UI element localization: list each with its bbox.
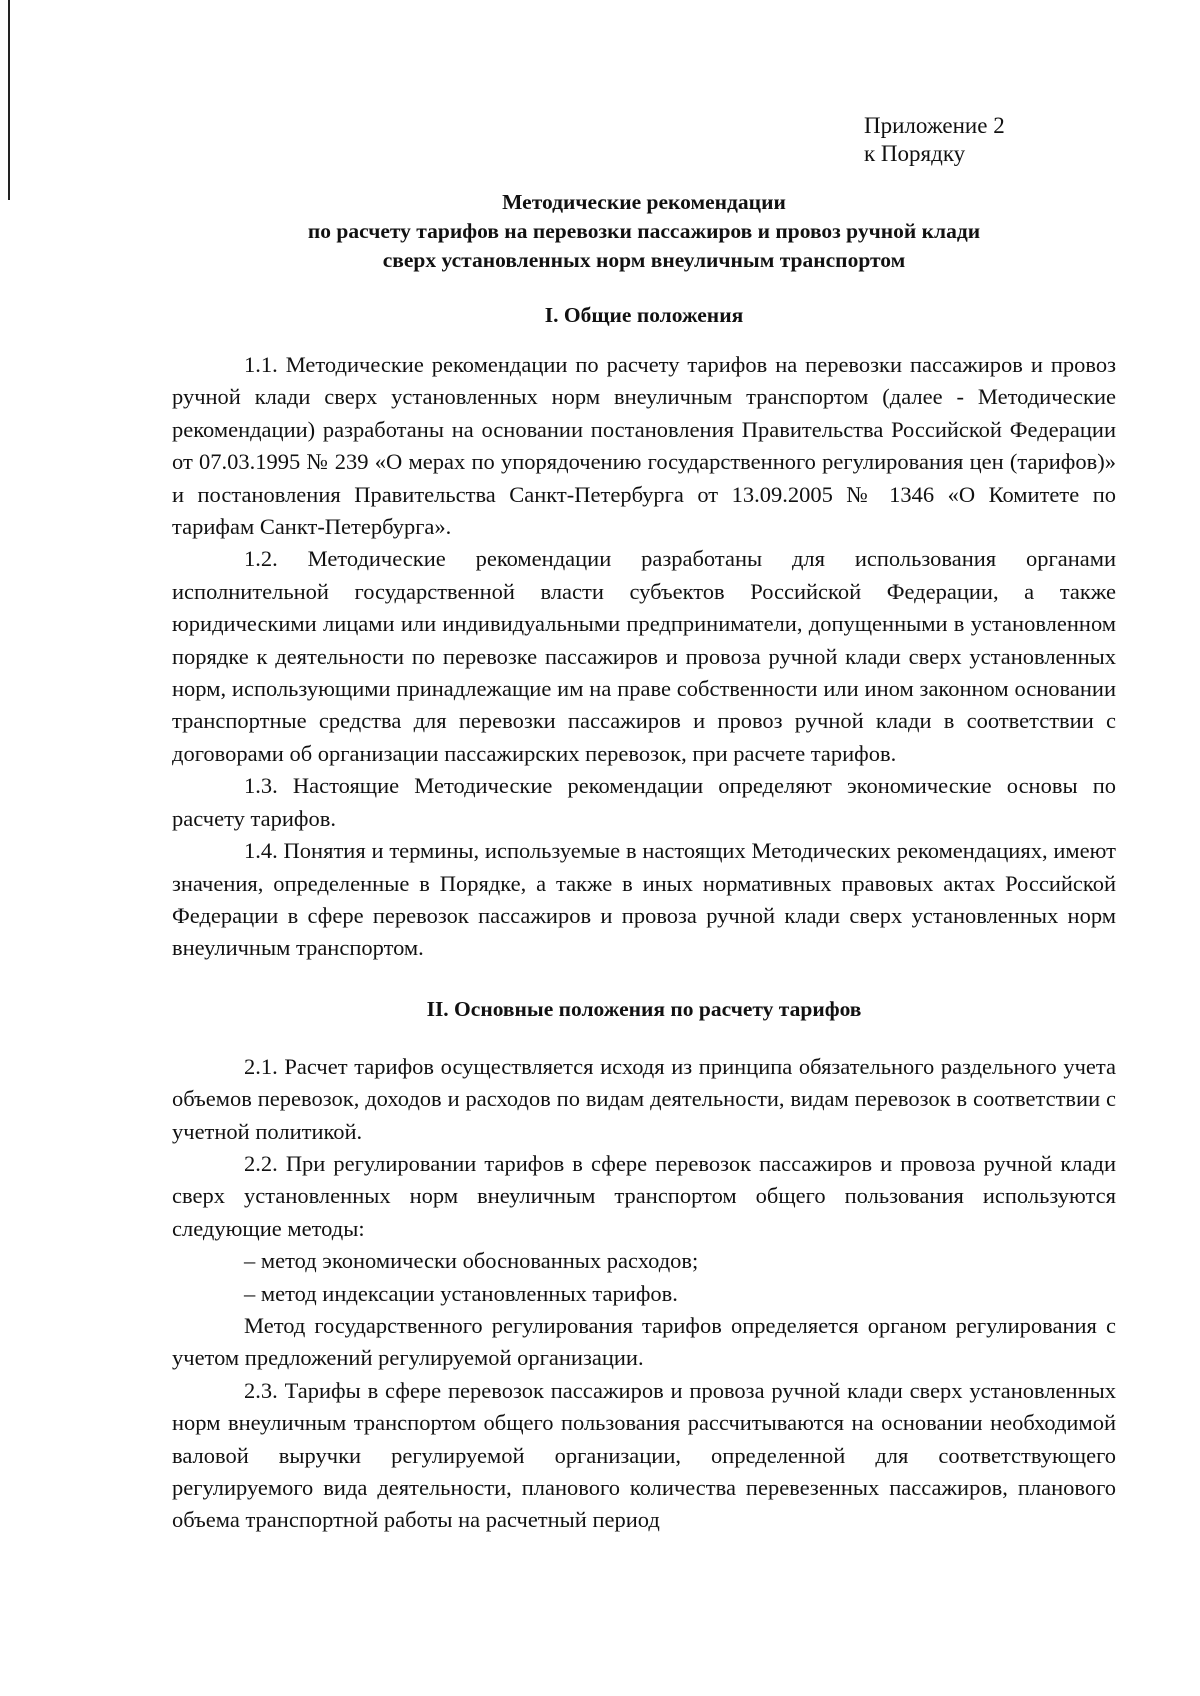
paragraph-method-note: Метод государственного регулирования тарифов определяется органом регулирования с учетом предложений регулируемой организации.	[172, 1312, 1116, 1371]
paragraph-1-2: 1.2. Методические рекомендации разработаны для использования органами исполнительной государственной власти субъектов Российской Федерации, а также юридическими лицами или индивидуальными предприниматели, допущенными в установленном порядке к деятельности по перевозке пассажиров и провоза ручной клади сверх установленных норм, использующими принадлежащие им на праве собственности или ином законном основании транспортные средства для перевозки пассажиров и провоз ручной клади в соответствии с договорами об организации пассажирских перевозок, при расчете тарифов.	[172, 546, 1116, 766]
document-title	[172, 188, 1116, 275]
attachment-note	[864, 112, 1116, 168]
title-line-2: по расчету тарифов на перевозки пассажиров и провоз ручной клади	[307, 219, 981, 243]
paragraph-2-1: 2.1. Расчет тарифов осуществляется исходя из принципа обязательного раздельного учета объемов перевозок, доходов и расходов по видам деятельности, видам перевозок в соответствии с учетной политикой.	[172, 1053, 1116, 1144]
paragraph-1-4: 1.4. Понятия и термины, используемые в настоящих Методических рекомендациях, имеют значения, определенные в Порядке, а также в иных нормативных правовых актах Российской Федерации в сфере перевозок пассажиров и провоза ручной клади сверх установленных норм внеуличным транспортом.	[172, 838, 1116, 961]
attachment-line-1: Приложение 2	[864, 113, 1005, 138]
paragraph-2-2: 2.2. При регулировании тарифов в сфере перевозок пассажиров и провоза ручной клади сверх установленных норм внеуличным транспортом общего пользования используются следующие методы:	[172, 1150, 1116, 1241]
attachment-line-2: к Порядку	[864, 141, 966, 166]
title-line-3: сверх установленных норм внеуличным транспортом	[382, 248, 906, 272]
section-2-heading: II. Основные положения по расчету тарифов	[426, 996, 862, 1021]
method-list-item: – метод индексации установленных тарифов.	[244, 1280, 678, 1306]
paragraph-1-3: 1.3. Настоящие Методические рекомендации определяют экономические основы по расчету тарифов.	[172, 773, 1116, 831]
paragraph-1-1: 1.1. Методические рекомендации по расчету тарифов на перевозки пассажиров и провоз ручной клади сверх установленных норм внеуличным транспортом (далее - Методические рекомендации) разработаны на основании постановления Правительства Российской Федерации от 07.03.1995 № 239 «О мерах по упорядочению государственного регулирования цен (тарифов)» и постановления Правительства Санкт-Петербурга от 13.09.2005 № 1346 «О Комитете по тарифам Санкт-Петербурга».	[172, 352, 1116, 540]
title-line-1: Методические рекомендации	[502, 190, 786, 214]
document-page	[172, 112, 1116, 1537]
scan-edge-line	[8, 0, 10, 200]
section-1-heading: I. Общие положения	[544, 303, 744, 327]
paragraph-2-3: 2.3. Тарифы в сфере перевозок пассажиров и провоза ручной клади сверх установленных норм внеуличным транспортом общего пользования рассчитываются на основании необходимой валовой выручки регулируемой организации, определенной для соответствующего регулируемого вида деятельности, планового количества перевезенных пассажиров, планового объема транспортной работы на расчетный период	[172, 1377, 1116, 1533]
method-list-item: – метод экономически обоснованных расходов;	[244, 1248, 699, 1274]
